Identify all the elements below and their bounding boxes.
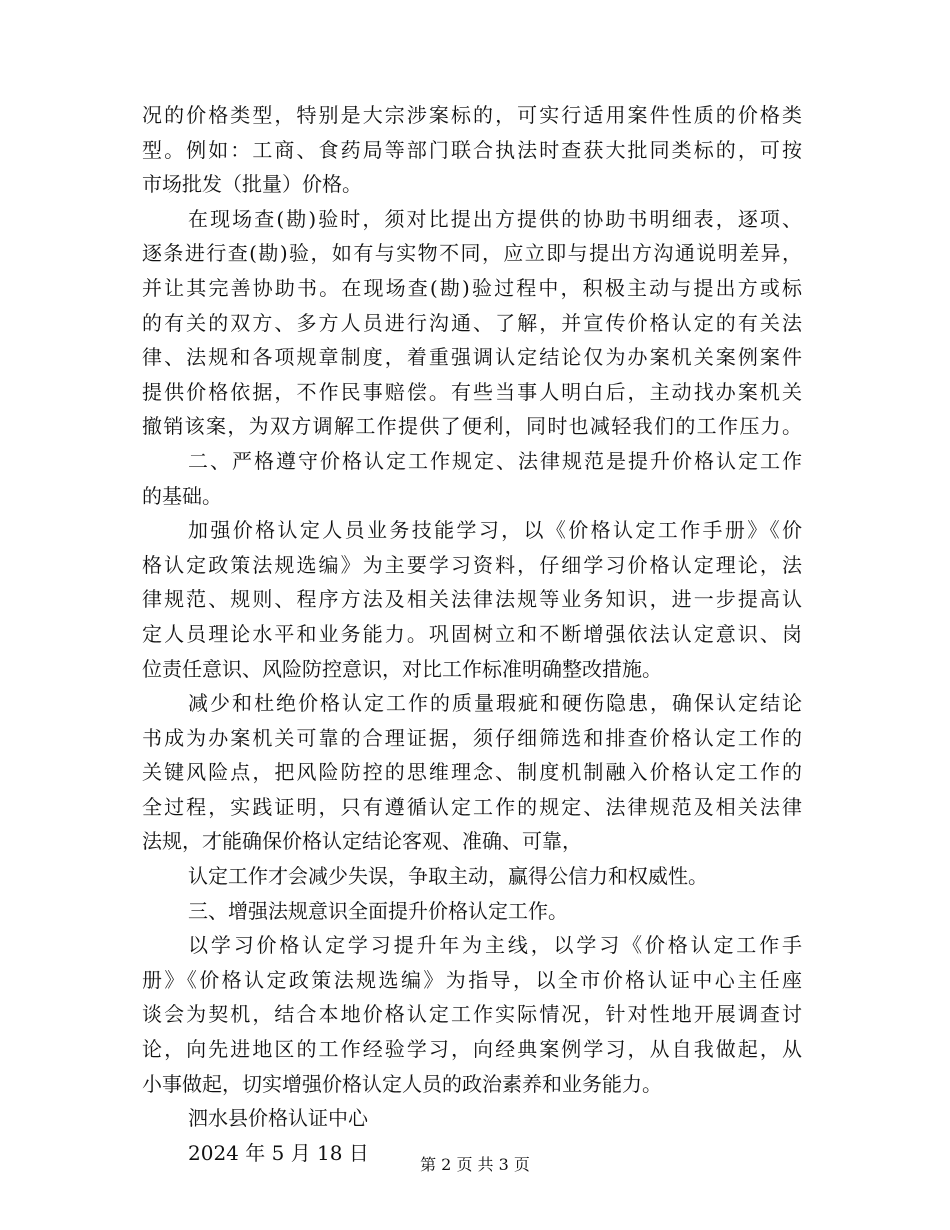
text-line: 况的价格类型，特别是大宗涉案标的，可实行适用案件性质的价格类 bbox=[142, 103, 802, 127]
section-heading-continuation: 的基础。 bbox=[142, 483, 222, 508]
text-line: 的有关的双方、多方人员进行沟通、了解，并宣传价格认定的有关法 bbox=[142, 310, 802, 335]
paragraph-start-line: 认定工作才会减少失误，争取主动，赢得公信力和权威性。 bbox=[188, 864, 708, 889]
text-line: 逐条进行查(勘)验，如有与实物不同，应立即与提出方沟通说明差异， bbox=[142, 241, 802, 266]
paragraph-start-line: 在现场查(勘)验时，须对比提出方提供的协助书明细表，逐项、 bbox=[188, 206, 802, 231]
paragraph-start-line: 减少和杜绝价格认定工作的质量瑕疵和硬伤隐患，确保认定结论 bbox=[188, 691, 802, 716]
text-line: 并让其完善协助书。在现场查(勘)验过程中，积极主动与提出方或标 bbox=[142, 275, 802, 300]
text-line: 格认定政策法规选编》为主要学习资料，仔细学习价格认定理论，法 bbox=[142, 552, 802, 577]
text-line: 撤销该案，为双方调解工作提供了便利，同时也减轻我们的工作压力。 bbox=[142, 414, 802, 439]
text-line: 小事做起，切实增强价格认定人员的政治素养和业务能力。 bbox=[142, 1071, 662, 1096]
text-line: 位责任意识、风险防控意识，对比工作标准明确整改措施。 bbox=[142, 656, 662, 681]
text-line: 律规范、规则、程序方法及相关法律法规等业务知识，进一步提高认 bbox=[142, 587, 802, 612]
text-line: 全过程，实践证明，只有遵循认定工作的规定、法律规范及相关法律 bbox=[142, 794, 802, 819]
text-line: 定人员理论水平和业务能力。巩固树立和不断增强依法认定意识、岗 bbox=[142, 621, 802, 646]
text-line: 律、法规和各项规章制度，着重强调认定结论仅为办案机关案例案件 bbox=[142, 345, 802, 370]
paragraph-start-line: 加强价格认定人员业务技能学习，以《价格认定工作手册》《价 bbox=[188, 518, 802, 543]
section-heading: 二、严格遵守价格认定工作规定、法律规范是提升价格认定工作 bbox=[188, 448, 802, 473]
document-body bbox=[142, 98, 802, 1170]
text-line: 册》《价格认定政策法规选编》为指导，以全市价格认证中心主任座 bbox=[142, 967, 802, 992]
page-number-footer: 第 2 页 共 3 页 bbox=[420, 1155, 530, 1174]
text-line: 谈会为契机，结合本地价格认定工作实际情况，针对性地开展调查讨 bbox=[142, 1002, 802, 1027]
text-line: 法规，才能确保价格认定结论客观、准确、可靠， bbox=[142, 829, 582, 854]
text-line: 书成为办案机关可靠的合理证据，须仔细筛选和排查价格认定工作的 bbox=[142, 725, 802, 750]
text-line: 型。例如：工商、食药局等部门联合执法时查获大批同类标的，可按 bbox=[142, 137, 802, 162]
signature-date: 2024 年 5 月 18 日 bbox=[188, 1140, 369, 1165]
signature-organization: 泗水县价格认证中心 bbox=[188, 1106, 368, 1131]
text-line: 论，向先进地区的工作经验学习，向经典案例学习，从自我做起，从 bbox=[142, 1037, 802, 1062]
text-line: 提供价格依据，不作民事赔偿。有些当事人明白后，主动找办案机关 bbox=[142, 379, 802, 404]
text-line: 关键风险点，把风险防控的思维理念、制度机制融入价格认定工作的 bbox=[142, 760, 802, 785]
paragraph-start-line: 以学习价格认定学习提升年为主线，以学习《价格认定工作手 bbox=[188, 933, 802, 958]
section-heading: 三、增强法规意识全面提升价格认定工作。 bbox=[188, 898, 568, 923]
text-line: 市场批发（批量）价格。 bbox=[142, 172, 362, 197]
